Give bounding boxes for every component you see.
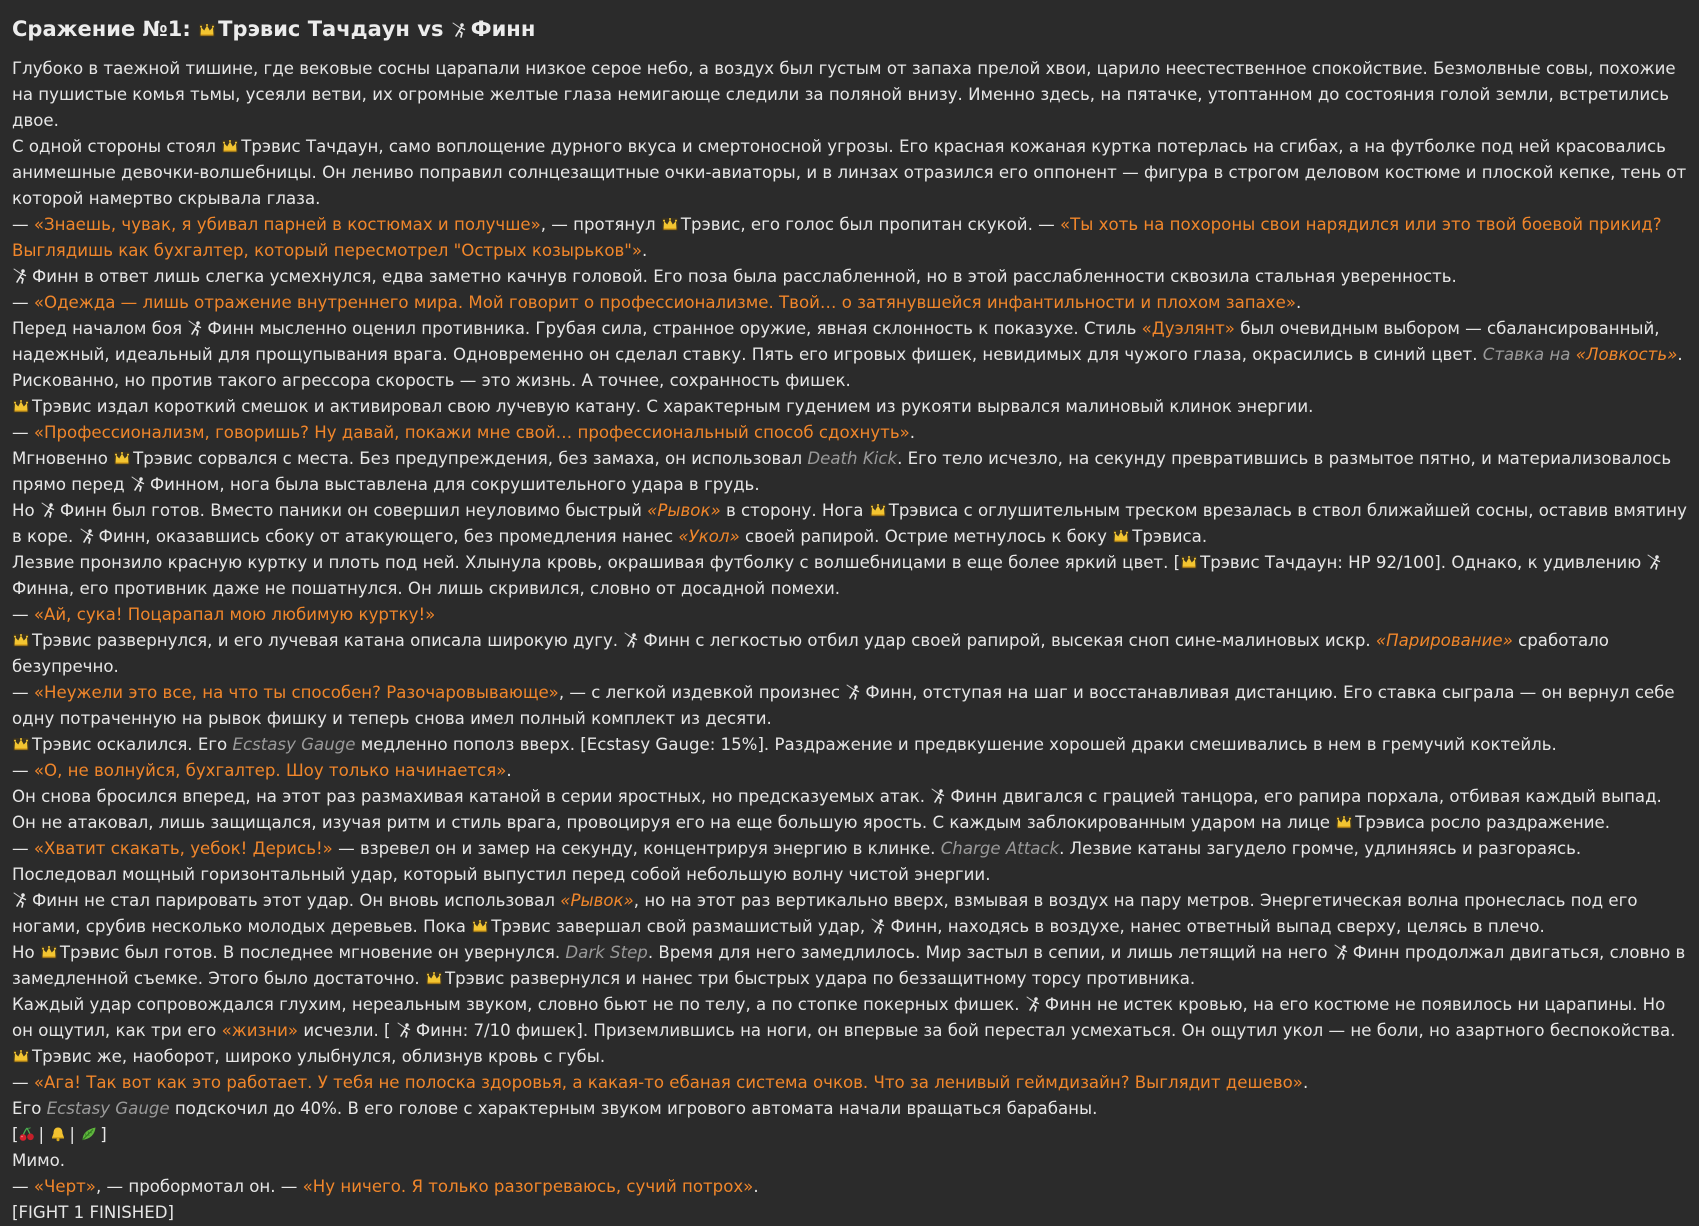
crown-icon [1180,554,1198,570]
fencer-icon [1025,996,1043,1012]
fencer-icon [79,528,97,544]
paragraph-7 [12,394,1687,420]
fencer-icon [187,320,205,336]
text-span: Финн с легкостью отбил удар своей рапирой, высекая сноп сине-малиновых искр. [643,631,1371,650]
text-span: С одной стороны стоял [12,137,216,156]
dash: — [12,423,29,442]
paragraph-12 [12,602,1687,628]
text-span: Трэвис завершал свой размашистый удар, [491,917,866,936]
paragraph-5 [12,290,1687,316]
text-span: [FIGHT 1 FINISHED] [12,1203,174,1222]
paragraph-24 [12,1096,1687,1122]
text-span: Финн, оказавшись сбоку от атакующего, без промедления нанес [98,527,674,546]
text-span: Финн в ответ лишь слегка усмехнулся, едва заметно качнув головой. Его поза была расслабленной, но в этой расслабленности сквозила стальная уверенность. [32,267,1457,286]
crown-icon [869,502,887,518]
text-span: — взревел он и замер на секунду, концентрируя энергию в клинке. [338,839,936,858]
ability-name: Charge Attack [940,839,1060,858]
crown-icon [661,216,679,232]
crown-icon [1335,814,1353,830]
text-span: Финн, находясь в воздухе, нанес ответный выпад сверху, целясь в плечо. [890,917,1545,936]
fencer-icon [451,22,469,38]
text-span: Трэвис же, наоборот, широко улыбнулся, облизнув кровь с губы. [32,1047,606,1066]
fencer-icon [130,476,148,492]
bracket: ] [100,1125,107,1144]
hp-status: Трэвис Тачдаун: HP 92/100]. Однако, к удивлению [1200,553,1642,572]
skill-name: «Ловкость» [1575,345,1678,364]
quote: «Профессионализм, говоришь? Ну давай, покажи мне свой… профессиональный способ сдохнуть» [33,423,910,442]
text-span: . Рискованно, но против такого агрессора скорость — это жизнь. А точнее, сохранность фишек. [12,345,1683,390]
skill-name: «Рывок» [647,501,721,520]
paragraph-3 [12,212,1687,264]
quote: «Знаешь, чувак, я убивал парней в костюмах и получше» [33,215,541,234]
text-span: Трэвис оскалился. Его [32,735,228,754]
cherry-icon [18,1126,36,1142]
fencer-icon [870,918,888,934]
fencer-icon [845,684,863,700]
title-travis: Трэвис Тачдаун [218,17,410,41]
paragraph-2 [12,134,1687,212]
dash: — [12,605,29,624]
style-name: «Дуэлянт» [1141,319,1235,338]
text-span: . Время для него замедлилось. Мир застыл в сепии, и лишь летящий на него [647,943,1328,962]
ability-name: Death Kick [807,449,898,468]
paragraph-25 [12,1148,1687,1174]
text-span: Финн продолжал двигаться, словно в замедленной съемке. Этого было достаточно. [12,943,1686,988]
text-span: сработало безупречно. [12,631,1609,676]
text-span: Финна, его противник даже не пошатнулся. Он лишь скривился, словно от досадной помехи. [12,579,841,598]
crown-icon [12,632,30,648]
quote: «Ты хоть на похороны свои нарядился или это твой боевой прикид? Выглядишь как бухгалтер, который пересмотрел "Острых козырьков"» [12,215,1662,260]
text-span: Финн был готов. Вместо паники он совершил неуловимо быстрый [59,501,642,520]
paragraph-17 [12,784,1687,836]
paragraph-18 [12,836,1687,888]
title-finn: Финн [470,17,536,41]
fencer-icon [12,892,30,908]
ability-name: Dark Step [565,943,648,962]
paragraph-20 [12,940,1687,992]
punct: . [506,761,512,780]
text-span: был очевидным выбором — сбалансированный, надежный, идеальный для прощупывания врага. Одновременно он сделал ставку. Пять его игровых фишек, невидимых для чужого глаза, окрасились в синий цвет. [12,319,1660,364]
fencer-icon [1646,554,1664,570]
fencer-icon [40,502,58,518]
paragraph-9 [12,446,1687,498]
text-span: Финн не истек кровью, на его костюме не появилось ни царапины. Но он ощутил, как три его [12,995,1666,1040]
paragraph-22 [12,1044,1687,1070]
fencer-icon [1333,944,1351,960]
text-span: Финном, нога была выставлена для сокрушительного удара в грудь. [149,475,760,494]
crown-icon [12,398,30,414]
text-span: Но [12,943,35,962]
text-span: Каждый удар сопровождался глухим, нереальным звуком, словно бьют не по телу, а по стопке покерных фишек. [12,995,1020,1014]
skill-name: «Парирование» [1375,631,1513,650]
fencer-icon [623,632,641,648]
text-span: Мгновенно [12,449,108,468]
paragraph-11 [12,550,1687,602]
bracket: [ [12,1125,19,1144]
paragraph-1 [12,56,1687,134]
quote: «Неужели это все, на что ты способен? Разочаровывающе» [33,683,559,702]
fencer-icon [12,268,30,284]
dash: — [12,1073,29,1092]
quote: «Черт» [33,1177,96,1196]
quote: «Ну ничего. Я только разогреваюсь, сучий потрох» [302,1177,754,1196]
text-span: Трэвис, его голос был пропитан скукой. — [680,215,1055,234]
text-span: . Его тело исчезло, на секунду превратившись в размытое пятно, и материализовалось прямо перед [12,449,1672,494]
text-span: Финн не стал парировать этот удар. Он вновь использовал [32,891,555,910]
paragraph-4 [12,264,1687,290]
paragraph-19 [12,888,1687,940]
dash: — [12,215,29,234]
paragraph-16 [12,758,1687,784]
story-text [12,56,1687,1226]
text-span: , — протянул [540,215,656,234]
text-span: в сторону. Нога [725,501,864,520]
text-span: Трэвис развернулся, и его лучевая катана описала широкую дугу. [32,631,619,650]
leaf-icon [80,1126,98,1142]
fencer-icon [396,1022,414,1038]
fencer-icon [930,788,948,804]
quote: «Одежда — лишь отражение внутреннего мира. Мой говорит о профессионализме. Твой… о затянувшейся инфантильности и плохом запахе» [33,293,1296,312]
text-span: медленно пополз вверх. [Ecstasy Gauge: 15%]. Раздражение и предвкушение хорошей драки смешивались в нем в гремучий коктейль. [360,735,1557,754]
gauge-name: Ecstasy Gauge [46,1099,170,1118]
title-prefix: Сражение №1: [12,17,191,41]
quote: «О, не волнуйся, бухгалтер. Шоу только начинается» [33,761,507,780]
crown-icon [1112,528,1130,544]
bell-icon [49,1126,67,1142]
text-span: Мимо. [12,1151,66,1170]
skill-name: «Укол» [678,527,740,546]
punct: . [1302,1073,1309,1092]
quote: «Хватит скакать, уебок! Дерись!» [33,839,333,858]
dash: — [12,839,29,858]
text-span: Трэвиса с оглушительным треском врезалась в ствол ближайшей сосны, оставив вмятину в коре. [12,501,1687,546]
text-span: Его [12,1099,42,1118]
paragraph-15 [12,732,1687,758]
text-span: Финн, отступая на шаг и восстанавливая дистанцию. Его ставка сыграла — он вернул себе одну потраченную на рывок фишку и теперь снова имел полный комплект из десяти. [12,683,1675,728]
text-span: . Лезвие катаны загудело громче, удлиняясь и разгораясь. Последовал мощный горизонтальный удар, который выпустил перед собой небольшую волну чистой энергии. [12,839,1582,884]
text-span: подскочил до 40%. В его голове с характерным звуком игрового автомата начали вращаться барабаны. [174,1099,1098,1118]
crown-icon [12,736,30,752]
text-span: Трэвис Тачдаун, само воплощение дурного вкуса и смертоносной угрозы. Его красная кожаная куртка потерлась на сгибах, а на футболке под ней красовались анимешные девочки-волшебницы. Он лениво поправил солнцезащитные очки-авиаторы, и в линзах отразился его оппонент — фигура в строгом деловом костюме и плоской кепке, тень от которой намертво скрывала глаза. [12,137,1687,208]
paragraph-10 [12,498,1687,550]
separator: | [69,1125,75,1144]
dash: — [12,761,29,780]
text-span: Трэвиса росло раздражение. [1355,813,1610,832]
quote: «Ай, сука! Поцарапал мою любимую куртку!» [33,605,436,624]
crown-icon [425,970,443,986]
text-span: Он снова бросился вперед, на этот раз размахивая катаной в серии яростных, но предсказуемых атак. [12,787,926,806]
text-span: Трэвис был готов. В последнее мгновение он увернулся. [59,943,561,962]
punct: . [909,423,916,442]
text-span: исчезли. [ [303,1021,391,1040]
text-span: Трэвиса. [1132,527,1208,546]
paragraph-text: Глубоко в таежной тишине, где вековые сосны царапали низкое серое небо, а воздух был густым от запаха прелой хвои, царило неестественное спокойствие. Безмолвные совы, похожие на пушистые комья тьмы, усеяли ветви, их огромные желтые глаза немигающе следили за поляной внизу. Именно здесь, на пятачке, утоптанном до состояния голой земли, встретились двое. [12,59,1676,130]
text-span: своей рапирой. Острие метнулось к боку [745,527,1107,546]
paragraph-21 [12,992,1687,1044]
text-span: Трэвис сорвался с места. Без предупреждения, без замаха, он использовал [133,449,803,468]
text-span: , — с легкой издевкой произнес [558,683,841,702]
quote: «жизни» [221,1021,299,1040]
text-span: Перед началом боя [12,319,183,338]
chips-status: Финн: 7/10 фишек]. Приземлившись на ноги, он впервые за бой перестал усмехаться. Он ощутил укол — не боли, но азартного беспокойства. [415,1021,1676,1040]
crown-icon [198,22,216,38]
text-span: Трэвис издал короткий смешок и активировал свою лучевую катану. С характерным гудением из рукояти вырвался малиновый клинок энергии. [32,397,1314,416]
text-span: , но на этот раз вертикально вверх, взмывая в воздух на пару метров. Энергетическая волна пронеслась под его ногами, срубив несколько молодых деревьев. Пока [12,891,1638,936]
paragraph-26 [12,1174,1687,1200]
paragraph-13 [12,628,1687,680]
dash: — [12,1177,29,1196]
separator: | [38,1125,45,1144]
title-vs: vs [417,17,444,41]
gauge-name: Ecstasy Gauge [232,735,356,754]
text-span: Но [12,501,35,520]
crown-icon [12,1048,30,1064]
paragraph-14 [12,680,1687,732]
slot-result [12,1122,1687,1148]
crown-icon [471,918,489,934]
crown-icon [40,944,58,960]
text-span: Финн мысленно оценил противника. Грубая сила, странное оружие, явная склонность к показухе. Стиль [207,319,1137,338]
skill-name: «Рывок» [560,891,634,910]
paragraph-23 [12,1070,1687,1096]
page-title [12,14,1687,44]
italic-note: Ставка на [1482,345,1571,364]
punct: . [753,1177,759,1196]
text-span: Трэвис развернулся и нанес три быстрых удара по беззащитному торсу противника. [444,969,1196,988]
paragraph-6 [12,316,1687,394]
dash: — [12,293,29,312]
crown-icon [221,138,239,154]
crown-icon [113,450,131,466]
punct: . [642,241,648,260]
fight-finished [12,1200,1687,1226]
dash: — [12,683,29,702]
text-span: Финн двигался с грацией танцора, его рапира порхала, отбивая каждый выпад. Он не атаковал, лишь защищался, изучая ритм и стиль врага, провоцируя его на еще большую ярость. С каждым заблокированным ударом на лице [12,787,1662,832]
text-span: , — пробормотал он. — [95,1177,298,1196]
text-span: Лезвие пронзило красную куртку и плоть под ней. Хлынула кровь, окрашивая футболку с волшебницами в еще более яркий цвет. [ [12,553,1181,572]
quote: «Ага! Так вот как это работает. У тебя не полоска здоровья, а какая-то ебаная система очков. Что за ленивый геймдизайн? Выглядит дешево» [33,1073,1303,1092]
punct: . [1295,293,1302,312]
paragraph-8 [12,420,1687,446]
